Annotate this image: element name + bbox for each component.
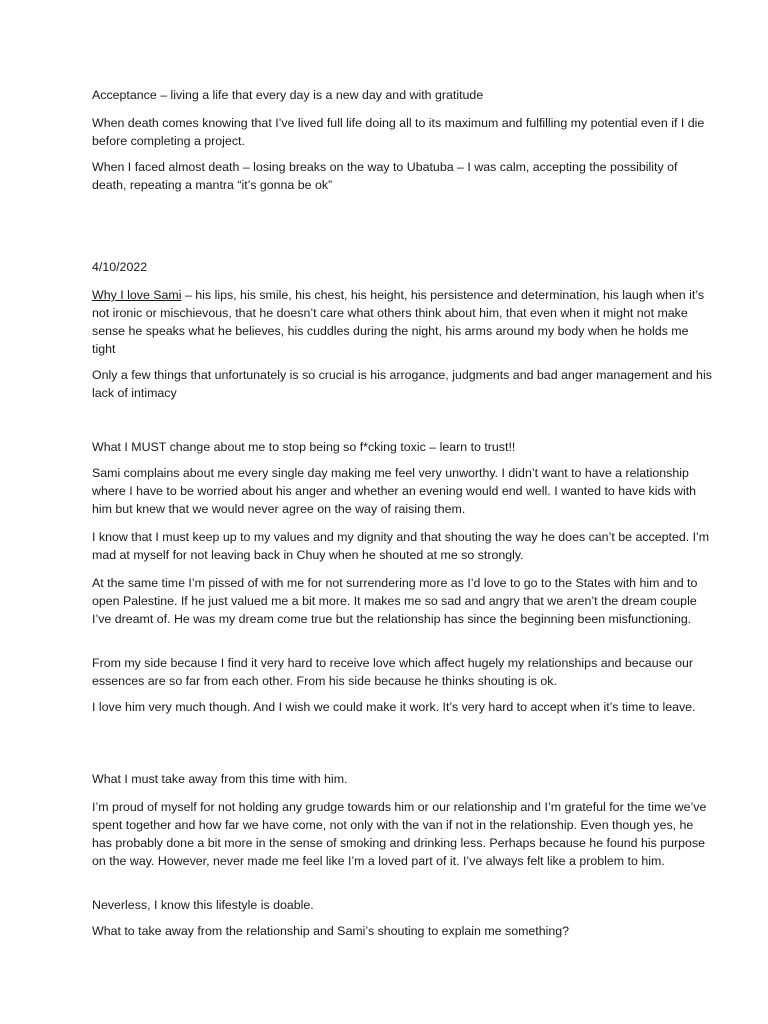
paragraph-proud: I’m proud of myself for not holding any grudge towards him or our relationship and I’m grateful for the time we’ve spent together and how far we have come, not only with the van if not in the relationship. Even though yes, he has probably done a bit more in the sense of smoking and drinking less. Perhaps because he found his purpose on the way. However, never made me feel like I’m a loved part of it. I’ve always felt like a problem to him.: [92, 800, 707, 868]
paragraph-my-side: From my side because I find it very hard to receive love which affect hugely my relationships and because our essences are so far from each other. From his side because he thinks shouting is ok.: [92, 656, 694, 688]
paragraph-crucial-things: Only a few things that unfortunately is so crucial is his arrogance, judgments and bad anger management and his lack of intimacy: [92, 368, 712, 400]
paragraph-love-him: I love him very much though. And I wish we could make it work. It’s very hard to accept when it’s time to leave.: [92, 700, 696, 714]
paragraph-must-change: What I MUST change about me to stop being so f*cking toxic – learn to trust!!: [92, 440, 516, 454]
paragraph-ubatuba: When I faced almost death – losing breaks on the way to Ubatuba – I was calm, accepting the possibility of death, repeating a mantra “it’s gonna be ok”: [92, 160, 678, 192]
paragraph-acceptance: Acceptance – living a life that every day is a new day and with gratitude: [92, 88, 484, 102]
paragraph-question: What to take away from the relationship and Sami’s shouting to explain me something?: [92, 924, 570, 938]
paragraph-take-away-heading: What I must take away from this time with him.: [92, 772, 348, 786]
paragraph-same-time: At the same time I’m pissed of with me for not surrendering more as I’d love to go to the States with him and to open Palestine. If he just valued me a bit more. It makes me so sad and angry that we aren’t the dream couple I’ve dreamt of. He was my dream come true but the relationship has since the beginning been misfunctioning.: [92, 576, 698, 626]
paragraph-text: – his lips, his smile, his chest, his height, his persistence and determination, his laugh when it’s not ironic or mischievous, that he doesn’t care what others think about him, that even when it might not make sense he speaks what he believes, his cuddles during the night, his arms around my body when he holds me tight: [92, 288, 705, 356]
paragraph-why-i-love-sami: [92, 286, 712, 358]
entry-date: 4/10/2022: [92, 260, 148, 274]
underlined-heading: Why I love Sami: [92, 288, 182, 302]
paragraph-values: I know that I must keep up to my values and my dignity and that shouting the way he does can’t be accepted. I’m mad at myself for not leaving back in Chuy when he shouted at me so strongly.: [92, 530, 710, 562]
paragraph-complains: Sami complains about me every single day making me feel very unworthy. I didn’t want to have a relationship where I have to be worried about his anger and whether an evening would end well. I wanted to have kids with him but knew that we would never agree on the way of raising them.: [92, 466, 697, 516]
paragraph-death: When death comes knowing that I’ve lived full life doing all to its maximum and fulfilling my potential even if I die before completing a project.: [92, 116, 705, 148]
paragraph-lifestyle: Neverless, I know this lifestyle is doable.: [92, 898, 314, 912]
